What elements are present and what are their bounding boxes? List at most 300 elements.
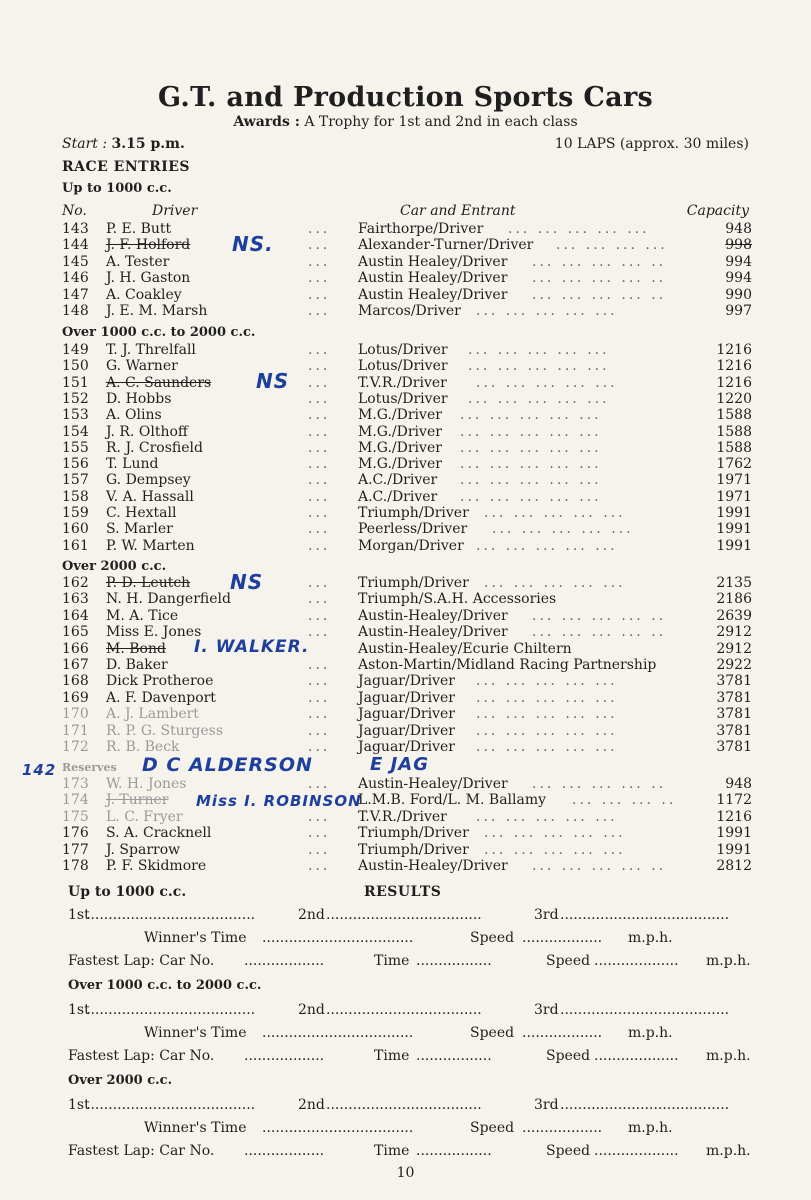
leader-dots: ...: [308, 624, 331, 641]
class-heading-1000-2000: Over 1000 c.c. to 2000 c.c.: [62, 325, 256, 340]
entry-driver: P. F. Skidmore: [106, 858, 207, 874]
entry-row: [62, 723, 752, 740]
entry-driver: G. Dempsey: [106, 472, 191, 489]
entry-driver: P. W. Marten: [106, 537, 195, 554]
entry-number: 170: [62, 706, 89, 723]
entry-number: 172: [62, 739, 89, 755]
result-blank: ..................: [522, 1025, 603, 1041]
leader-dots: ...: [308, 657, 331, 673]
entry-capacity: 998: [725, 237, 752, 254]
entry-row: [62, 792, 752, 809]
result-blank: ..................................: [262, 1120, 414, 1136]
entry-number: 149: [62, 342, 89, 358]
speed-label: Speed: [470, 930, 515, 946]
entry-driver: A. J. Lambert: [106, 706, 199, 723]
fastest-lap-label: Fastest Lap: Car No.: [68, 1143, 215, 1159]
entry-row: [62, 221, 752, 238]
entry-row: [62, 342, 752, 359]
entry-capacity: 1588: [716, 439, 752, 456]
entry-car-entrant: Marcos/Driver: [358, 303, 461, 319]
speed-label: Speed: [546, 953, 591, 969]
entry-number: 145: [62, 253, 89, 270]
handwritten-ns-162: NS: [230, 570, 264, 594]
entry-capacity: 2186: [716, 591, 752, 608]
entry-car-entrant: Lotus/Driver: [358, 342, 448, 358]
leader-dots: ... ... ... ... ...: [508, 221, 650, 237]
entry-row: [62, 505, 752, 522]
col-header-capacity: Capacity: [686, 203, 749, 219]
speed-label: Speed: [470, 1120, 515, 1136]
entry-car-entrant: Lotus/Driver: [358, 390, 448, 407]
leader-dots: ...: [308, 722, 331, 739]
leader-dots: ...: [308, 423, 331, 440]
entry-car-entrant: M.G./Driver: [358, 407, 442, 424]
entry-number: 158: [62, 488, 89, 505]
mph-label: m.p.h.: [706, 953, 751, 969]
entry-capacity: 1991: [716, 841, 752, 858]
leader-dots: ...: [308, 358, 331, 375]
leader-dots: ... ... ... ... ...: [460, 407, 602, 424]
entry-number: 173: [62, 776, 89, 792]
entry-capacity: 1991: [716, 505, 752, 521]
entry-driver: G. Warner: [106, 358, 178, 375]
leader-dots: ... ... ... ...: [556, 237, 668, 254]
result-blank: ...................................: [326, 907, 482, 923]
entry-capacity: 994: [725, 253, 752, 270]
entry-car-entrant: T.V.R./Driver: [358, 808, 447, 825]
entry-number: 152: [62, 390, 89, 407]
result-blank: ..................................: [262, 930, 414, 946]
entry-capacity: 2922: [716, 657, 752, 673]
entry-number: 163: [62, 591, 89, 608]
entry-capacity: 2135: [716, 575, 752, 591]
entry-number: 150: [62, 358, 89, 375]
leader-dots: ... ... ... ... ...: [476, 303, 618, 319]
result-first-label: 1st: [68, 1097, 90, 1113]
entry-capacity: 3781: [716, 739, 752, 755]
entry-driver: L. C. Fryer: [106, 808, 183, 825]
leader-dots: ... ... ... ..: [572, 792, 677, 809]
entry-driver: N. H. Dangerfield: [106, 591, 231, 608]
entry-row: [62, 591, 752, 608]
entry-row: [62, 776, 752, 793]
entry-row: [62, 254, 752, 271]
results-title: RESULTS: [364, 884, 442, 900]
leader-dots: ... ... ... ... ...: [484, 825, 626, 842]
entry-number: 178: [62, 858, 89, 874]
entry-car-entrant: A.C./Driver: [358, 472, 438, 489]
result-blank: ......................................: [86, 1097, 256, 1113]
leader-dots: ...: [308, 253, 331, 270]
result-second-label: 2nd: [298, 907, 325, 923]
entry-car-entrant: Jaguar/Driver: [358, 722, 455, 739]
entry-number: 169: [62, 689, 89, 706]
time-label: Time: [374, 1143, 410, 1159]
entry-driver: A. Olins: [106, 407, 162, 424]
entry-number: 164: [62, 607, 89, 624]
entry-car-entrant: Morgan/Driver: [358, 537, 464, 554]
result-blank: ..................: [522, 930, 603, 946]
entry-capacity: 948: [725, 221, 752, 237]
result-blank: ..................: [522, 1120, 603, 1136]
entry-driver: J. H. Gaston: [106, 270, 191, 287]
entry-row: [62, 641, 752, 658]
result-blank: ...................: [594, 1048, 679, 1064]
entry-row: [62, 375, 752, 392]
speed-label: Speed: [546, 1143, 591, 1159]
leader-dots: ...: [308, 472, 331, 489]
leader-dots: ... ... ... ... ..: [532, 286, 667, 303]
entry-car-entrant: Jaguar/Driver: [358, 706, 455, 723]
leader-dots: ...: [308, 776, 331, 792]
entry-car-entrant: Aston-Martin/Midland Racing Partnership: [358, 657, 657, 673]
entry-row: [62, 538, 752, 555]
leader-dots: ... ... ... ... ...: [476, 374, 618, 391]
entry-car-entrant: Triumph/Driver: [358, 575, 469, 591]
leader-dots: ...: [308, 237, 331, 254]
entry-row: [62, 575, 752, 592]
entry-car-entrant: M.G./Driver: [358, 439, 442, 456]
entry-driver: D. Baker: [106, 657, 168, 673]
entry-car-entrant: Austin Healey/Driver: [358, 253, 508, 270]
entry-number: 171: [62, 722, 89, 739]
entry-car-entrant: Alexander-Turner/Driver: [358, 237, 534, 254]
leader-dots: ...: [308, 591, 331, 608]
entry-driver: J. F. Holford: [106, 237, 191, 254]
leader-dots: ... ... ... ... ...: [460, 439, 602, 456]
entry-driver: P. E. Butt: [106, 221, 172, 237]
entry-capacity: 1971: [716, 472, 752, 489]
class-heading-over-2000: Over 2000 c.c.: [62, 559, 167, 574]
entry-capacity: 3781: [716, 706, 752, 723]
entry-capacity: 1216: [716, 358, 752, 375]
leader-dots: ...: [308, 488, 331, 505]
leader-dots: ...: [308, 537, 331, 554]
entry-row: [62, 825, 752, 842]
result-first-label: 1st: [68, 907, 90, 923]
entry-driver: W. H. Jones: [106, 776, 187, 792]
col-header-no: No.: [62, 203, 87, 219]
leader-dots: ... ... ... ... ...: [492, 521, 634, 538]
mph-label: m.p.h.: [706, 1048, 751, 1064]
entry-row: [62, 858, 752, 875]
result-third-label: 3rd: [534, 1097, 559, 1113]
winners-time-label: Winner's Time: [144, 1120, 247, 1136]
awards-text: A Trophy for 1st and 2nd in each class: [304, 114, 578, 130]
leader-dots: ...: [308, 342, 331, 358]
leader-dots: ...: [308, 286, 331, 303]
entry-row: [62, 391, 752, 408]
entry-driver: V. A. Hassall: [106, 488, 194, 505]
entry-driver: T. Lund: [106, 456, 159, 473]
result-third-label: 3rd: [534, 907, 559, 923]
entry-number: 176: [62, 825, 89, 842]
entry-car-entrant: Triumph/Driver: [358, 825, 469, 842]
entry-driver: A. C. Saunders: [106, 374, 212, 391]
entry-number: 144: [62, 237, 89, 254]
leader-dots: ... ... ... ... ...: [460, 472, 602, 489]
entry-capacity: 1216: [716, 374, 752, 391]
entry-row: [62, 489, 752, 506]
entry-driver: J. Turner: [106, 792, 169, 809]
entry-car-entrant: Fairthorpe/Driver: [358, 221, 484, 237]
entry-row: [62, 440, 752, 457]
leader-dots: ... ... ... ... ..: [532, 624, 667, 641]
leader-dots: ... ... ... ... ...: [460, 423, 602, 440]
result-blank: ..................................: [262, 1025, 414, 1041]
entry-row: [62, 456, 752, 473]
mph-label: m.p.h.: [628, 1025, 673, 1041]
result-blank: ..................: [244, 1048, 325, 1064]
entry-number: 147: [62, 286, 89, 303]
entry-driver: T. J. Threlfall: [106, 342, 196, 358]
entry-capacity: 1220: [716, 390, 752, 407]
result-second-label: 2nd: [298, 1002, 325, 1018]
entry-number: 177: [62, 841, 89, 858]
handwritten-e-jag: E JAG: [370, 754, 429, 775]
entry-number: 167: [62, 657, 89, 673]
mph-label: m.p.h.: [706, 1143, 751, 1159]
entry-capacity: 1216: [716, 342, 752, 358]
result-blank: ...................: [594, 953, 679, 969]
leader-dots: ... ... ... ... ...: [476, 537, 618, 554]
entry-capacity: 3781: [716, 673, 752, 690]
speed-label: Speed: [546, 1048, 591, 1064]
result-blank: ......................................: [560, 1097, 730, 1113]
leader-dots: ...: [308, 825, 331, 842]
entry-car-entrant: Austin Healey/Driver: [358, 270, 508, 287]
entry-capacity: 1762: [716, 456, 752, 473]
entry-driver: J. E. M. Marsh: [106, 303, 208, 319]
entry-number: 166: [62, 640, 89, 657]
result-third-label: 3rd: [534, 1002, 559, 1018]
handwritten-ns-151: NS: [256, 369, 290, 393]
handwritten-ns-144: NS.: [232, 232, 274, 256]
leader-dots: ... ... ... ... ...: [476, 673, 618, 690]
entry-capacity: 1216: [716, 808, 752, 825]
leader-dots: ...: [308, 673, 331, 690]
entry-car-entrant: Jaguar/Driver: [358, 673, 455, 690]
entry-number: 161: [62, 537, 89, 554]
result-blank: ......................................: [86, 907, 256, 923]
leader-dots: ...: [308, 374, 331, 391]
leader-dots: ... ... ... ... ...: [484, 575, 626, 591]
entry-driver: J. R. Olthoff: [106, 423, 188, 440]
entry-driver: Miss E. Jones: [106, 624, 202, 641]
leader-dots: ... ... ... ... ...: [476, 722, 618, 739]
time-label: Time: [374, 953, 410, 969]
result-blank: ...................: [594, 1143, 679, 1159]
entry-car-entrant: M.G./Driver: [358, 456, 442, 473]
leader-dots: ...: [308, 505, 331, 521]
mph-label: m.p.h.: [628, 1120, 673, 1136]
result-blank: ..................: [244, 953, 325, 969]
start-time-line: [62, 136, 185, 152]
entry-capacity: 948: [725, 776, 752, 792]
entry-number: 174: [62, 792, 89, 809]
entry-capacity: 2639: [716, 607, 752, 624]
entry-car-entrant: Austin-Healey/Ecurie Chiltern: [358, 640, 572, 657]
entry-car-entrant: Austin-Healey/Driver: [358, 607, 508, 624]
entry-capacity: 1991: [716, 521, 752, 538]
leader-dots: ... ... ... ... ..: [532, 270, 667, 287]
entry-number: 143: [62, 221, 89, 237]
entry-row: [62, 270, 752, 287]
leader-dots: ...: [308, 808, 331, 825]
start-time: 3.15 p.m.: [111, 136, 185, 152]
leader-dots: ...: [308, 439, 331, 456]
leader-dots: ... ... ... ... ...: [460, 488, 602, 505]
entry-row: [62, 472, 752, 489]
entry-number: 151: [62, 374, 89, 391]
result-blank: ......................................: [560, 1002, 730, 1018]
leader-dots: ...: [308, 739, 331, 755]
entry-driver: Dick Protheroe: [106, 673, 214, 690]
entry-car-entrant: L.M.B. Ford/L. M. Ballamy: [358, 792, 547, 809]
entry-driver: P. D. Leutch: [106, 575, 191, 591]
col-header-car: Car and Entrant: [400, 203, 516, 219]
entry-number: 175: [62, 808, 89, 825]
entry-row: [62, 237, 752, 254]
entry-number: 160: [62, 521, 89, 538]
result-first-label: 1st: [68, 1002, 90, 1018]
result-blank: ...................................: [326, 1002, 482, 1018]
entry-row: [62, 657, 752, 674]
leader-dots: ... ... ... ... ...: [476, 706, 618, 723]
speed-label: Speed: [470, 1025, 515, 1041]
entry-driver: A. Coakley: [106, 286, 182, 303]
entry-number: 154: [62, 423, 89, 440]
page-number: 10: [396, 1165, 415, 1181]
leader-dots: ... ... ... ... ...: [468, 358, 610, 375]
page-title: G.T. and Production Sports Cars: [158, 82, 653, 113]
entry-car-entrant: Triumph/Driver: [358, 505, 469, 521]
entry-driver: R. J. Crosfield: [106, 439, 203, 456]
entry-row: [62, 624, 752, 641]
entry-row: [62, 287, 752, 304]
entry-capacity: 1971: [716, 488, 752, 505]
leader-dots: ...: [308, 521, 331, 538]
result-blank: ..................: [244, 1143, 325, 1159]
leader-dots: ...: [308, 706, 331, 723]
winners-time-label: Winner's Time: [144, 930, 247, 946]
entry-number: 165: [62, 624, 89, 641]
entry-capacity: 1588: [716, 423, 752, 440]
entry-row: [62, 673, 752, 690]
results-class-up-to-1000: Up to 1000 c.c.: [68, 884, 187, 900]
entry-capacity: 994: [725, 270, 752, 287]
leader-dots: ...: [308, 575, 331, 591]
entry-car-entrant: A.C./Driver: [358, 488, 438, 505]
awards-label: Awards :: [233, 114, 300, 130]
leader-dots: ...: [308, 407, 331, 424]
entry-driver: M. Bond: [106, 640, 166, 657]
handwritten-alderson: D C ALDERSON: [142, 754, 313, 776]
entry-car-entrant: Peerless/Driver: [358, 521, 468, 538]
leader-dots: ... ... ... ... ...: [476, 808, 618, 825]
entry-car-entrant: Austin-Healey/Driver: [358, 776, 508, 792]
entry-row: [62, 407, 752, 424]
entry-capacity: 3781: [716, 722, 752, 739]
leader-dots: ... ... ... ... ...: [468, 390, 610, 407]
results-class-1000-2000: Over 1000 c.c. to 2000 c.c.: [68, 978, 262, 993]
class-heading-up-to-1000: Up to 1000 c.c.: [62, 181, 172, 196]
leader-dots: ... ... ... ... ...: [476, 689, 618, 706]
entry-driver: M. A. Tice: [106, 607, 179, 624]
entry-car-entrant: T.V.R./Driver: [358, 374, 447, 391]
entry-driver: S. Marler: [106, 521, 173, 538]
entry-capacity: 997: [725, 303, 752, 319]
entry-capacity: 1991: [716, 537, 752, 554]
leader-dots: ...: [308, 607, 331, 624]
result-second-label: 2nd: [298, 1097, 325, 1113]
fastest-lap-label: Fastest Lap: Car No.: [68, 953, 215, 969]
leader-dots: ...: [308, 303, 331, 319]
reserves-heading: Reserves: [62, 761, 117, 774]
leader-dots: ...: [308, 390, 331, 407]
entry-number: 157: [62, 472, 89, 489]
entry-row: [62, 303, 752, 320]
entry-driver: A. Tester: [106, 253, 170, 270]
entry-capacity: 1588: [716, 407, 752, 424]
entry-car-entrant: Jaguar/Driver: [358, 689, 455, 706]
result-blank: ......................................: [86, 1002, 256, 1018]
entry-capacity: 2912: [716, 640, 752, 657]
entry-driver: R. B. Beck: [106, 739, 180, 755]
leader-dots: ...: [308, 858, 331, 874]
awards-line: [0, 114, 811, 130]
handwritten-walker: I. WALKER.: [194, 637, 310, 657]
col-header-driver: Driver: [152, 203, 198, 219]
leader-dots: ... ... ... ... ...: [460, 456, 602, 473]
entry-driver: S. A. Cracknell: [106, 825, 212, 842]
entry-car-entrant: Lotus/Driver: [358, 358, 448, 375]
leader-dots: ...: [308, 270, 331, 287]
laps-info: 10 LAPS (approx. 30 miles): [554, 136, 749, 152]
entry-number: 155: [62, 439, 89, 456]
entry-row: [62, 521, 752, 538]
entry-capacity: 1172: [716, 792, 752, 809]
entry-number: 159: [62, 505, 89, 521]
entry-car-entrant: M.G./Driver: [358, 423, 442, 440]
result-blank: ...................................: [326, 1097, 482, 1113]
entry-car-entrant: Austin-Healey/Driver: [358, 624, 508, 641]
result-blank: .................: [416, 953, 492, 969]
entry-car-entrant: Triumph/Driver: [358, 841, 469, 858]
leader-dots: ... ... ... ... ...: [484, 505, 626, 521]
entry-car-entrant: Jaguar/Driver: [358, 739, 455, 755]
leader-dots: ... ... ... ... ..: [532, 253, 667, 270]
mph-label: m.p.h.: [628, 930, 673, 946]
leader-dots: ... ... ... ... ...: [468, 342, 610, 358]
race-entries-heading: RACE ENTRIES: [62, 159, 191, 175]
handwritten-robinson: Miss I. ROBINSON: [196, 792, 362, 810]
entry-number: 168: [62, 673, 89, 690]
leader-dots: ... ... ... ... ...: [484, 841, 626, 858]
entry-row: [62, 706, 752, 723]
entry-row: [62, 424, 752, 441]
entry-capacity: 990: [725, 286, 752, 303]
entry-capacity: 2912: [716, 624, 752, 641]
entry-row: [62, 358, 752, 375]
entry-row: [62, 809, 752, 826]
leader-dots: ... ... ... ... ..: [532, 858, 667, 874]
results-class-over-2000: Over 2000 c.c.: [68, 1073, 173, 1088]
entry-number: 146: [62, 270, 89, 287]
entry-number: 156: [62, 456, 89, 473]
entry-row: [62, 690, 752, 707]
result-blank: .................: [416, 1143, 492, 1159]
